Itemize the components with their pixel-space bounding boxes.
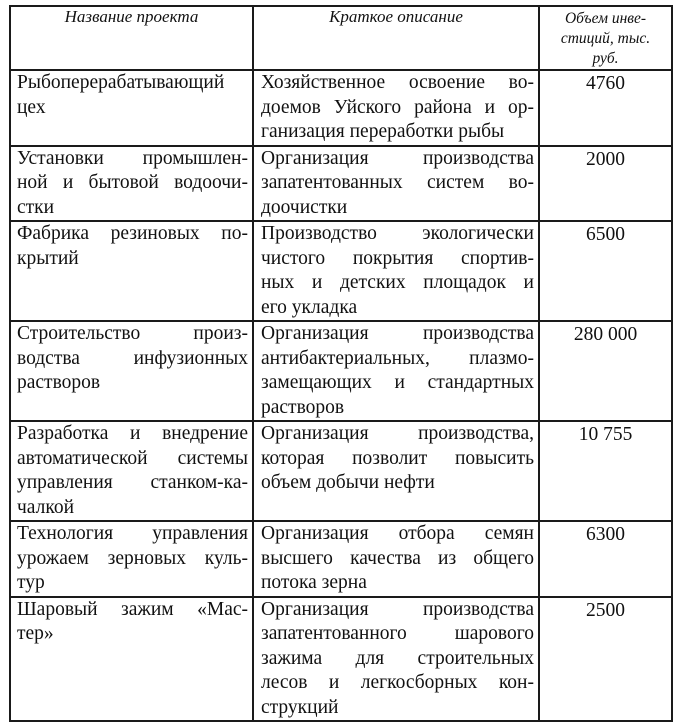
investment-cell [539, 597, 672, 722]
project-name-cell [10, 221, 253, 321]
project-description-line: запатентованного шарового [261, 623, 534, 644]
project-name-line: Установки промышлен- [17, 147, 248, 169]
project-description-line: Хозяйственное освоение во- [261, 72, 534, 93]
table-row [10, 421, 672, 521]
project-description-cell [253, 146, 539, 222]
project-name-line: управления станком-ка- [17, 472, 248, 493]
project-description-line: замещающих и стандартных [261, 372, 534, 393]
project-name-line: урожаем зерновых куль- [17, 547, 248, 569]
projects-table [9, 5, 673, 722]
project-description-line: чистого покрытия спортив- [261, 247, 534, 269]
project-name-line: Разработка и внедрение [17, 423, 248, 444]
project-name-line: тер» [17, 623, 54, 644]
header-investment [539, 6, 672, 70]
project-description-line: Организация отбора семян [261, 523, 534, 544]
project-description-line: ганизация переработки рыбы [261, 121, 505, 142]
header-investment-line: руб. [592, 50, 619, 67]
project-name-line: водства инфузионных [17, 347, 248, 369]
investment-value: 4760 [586, 73, 625, 94]
investment-value: 10 755 [578, 424, 633, 445]
project-description-line: объем добычи нефти [261, 472, 435, 493]
table-body [10, 70, 672, 721]
project-description-line: Производство экологически [261, 223, 534, 244]
project-name-cell [10, 70, 253, 146]
project-description-line: ных и детских площадок и [261, 272, 534, 293]
investment-cell [539, 146, 672, 222]
project-description-line: антибактериальных, плазмо- [261, 347, 534, 369]
project-description-line: лесов и легкосборных кон- [261, 672, 534, 693]
header-investment-line: Объем инве- [564, 10, 647, 27]
project-name-line: Фабрика резиновых по- [17, 223, 248, 244]
project-description-line: высшего качества из общего [261, 547, 534, 569]
project-description-cell [253, 70, 539, 146]
header-project-name: Название проекта [10, 6, 253, 70]
project-name-line: Шаровый зажим «Мас- [17, 598, 248, 620]
project-description-cell [253, 421, 539, 521]
project-name-cell [10, 521, 253, 597]
project-description-line: которая позволит повысить [261, 447, 534, 469]
project-description-line: доемов Уйского района и ор- [261, 96, 534, 118]
table-row [10, 521, 672, 597]
table-row [10, 597, 672, 722]
header-investment-line: стиций, тыс. [560, 30, 651, 47]
project-description-line: струкций [261, 696, 339, 718]
investment-value: 2500 [586, 599, 625, 621]
project-description-cell [253, 521, 539, 597]
project-description-line: Организация производства [261, 323, 534, 344]
investment-value: 6300 [586, 524, 625, 545]
project-name-cell [10, 146, 253, 222]
project-description-line: Организация производства [261, 598, 534, 620]
project-description-line: Организация производства [261, 147, 534, 169]
investment-cell [539, 70, 672, 146]
project-name-cell [10, 321, 253, 421]
project-name-line: растворов [17, 372, 101, 393]
investment-value: 280 000 [573, 324, 638, 345]
project-name-line: чалкой [17, 496, 75, 518]
project-description-line: доочистки [261, 196, 348, 218]
investment-value: 6500 [586, 224, 625, 245]
header-row [10, 6, 672, 70]
header-description: Краткое описание [253, 6, 539, 70]
project-description-line: зажима для строительных [261, 647, 534, 669]
project-description-line: его укладка [261, 296, 358, 318]
project-name-line: Строительство произ- [17, 323, 248, 344]
project-name-line: стки [17, 196, 55, 218]
project-name-line: крытий [17, 247, 79, 269]
project-name-line: Рыбоперерабатывающий [17, 72, 225, 93]
project-description-cell [253, 221, 539, 321]
project-description-cell [253, 321, 539, 421]
investment-cell [539, 521, 672, 597]
project-name-cell [10, 421, 253, 521]
table-row [10, 146, 672, 222]
project-description-cell [253, 597, 539, 722]
project-name-line: цех [17, 96, 46, 118]
investment-cell [539, 221, 672, 321]
table-row [10, 321, 672, 421]
project-description-line: растворов [261, 396, 345, 418]
project-name-line: автоматической системы [17, 447, 248, 469]
project-name-cell [10, 597, 253, 722]
table-row [10, 70, 672, 146]
project-description-line: потока зерна [261, 572, 367, 593]
project-description-line: запатентованных систем во- [261, 172, 534, 193]
project-description-line: Организация производства, [261, 423, 534, 444]
investment-value: 2000 [586, 148, 625, 170]
table-row [10, 221, 672, 321]
investment-cell [539, 321, 672, 421]
project-name-line: тур [17, 572, 45, 593]
project-name-line: Технология управления [17, 523, 248, 544]
investment-cell [539, 421, 672, 521]
project-name-line: ной и бытовой водоочи- [17, 172, 248, 193]
